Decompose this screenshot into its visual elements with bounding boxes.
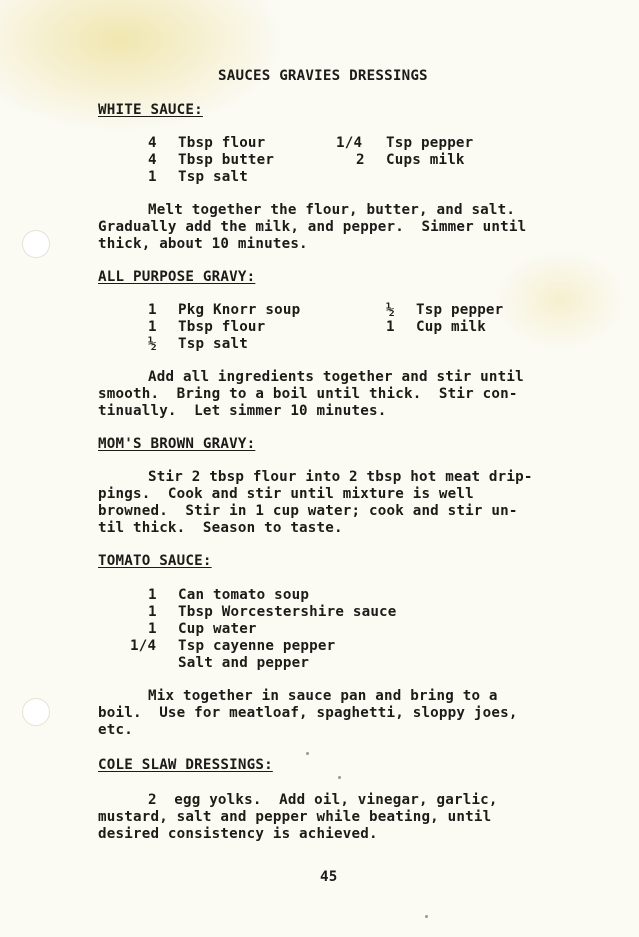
ingredient-item: Tbsp flour: [178, 135, 266, 151]
paper-speck: [306, 752, 309, 755]
ingredient-item: Tbsp flour: [178, 319, 266, 335]
tomato-sauce-heading: TOMATO SAUCE:: [98, 553, 212, 569]
direction-line: mustard, salt and pepper while beating, until: [98, 809, 492, 825]
direction-line: Mix together in sauce pan and bring to a: [148, 688, 498, 704]
ingredient-qty: 1: [386, 319, 395, 335]
ingredient-qty: 4: [148, 152, 157, 168]
ingredient-qty: 1: [148, 621, 157, 637]
ingredient-item: Tsp pepper: [416, 302, 504, 318]
page-title: SAUCES GRAVIES DRESSINGS: [218, 68, 428, 84]
ingredient-item: Tbsp butter: [178, 152, 275, 168]
direction-line: til thick. Season to taste.: [98, 520, 343, 536]
ingredient-item: Tbsp Worcestershire sauce: [178, 604, 397, 620]
direction-line: Stir 2 tbsp flour into 2 tbsp hot meat drip-: [148, 469, 533, 485]
ingredient-item: Cup water: [178, 621, 257, 637]
direction-line: browned. Stir in 1 cup water; cook and stir un-: [98, 503, 518, 519]
paper-speck: [425, 915, 428, 918]
ingredient-qty: 1: [148, 302, 157, 318]
all-purpose-gravy-heading: ALL PURPOSE GRAVY:: [98, 269, 256, 285]
direction-line: boil. Use for meatloaf, spaghetti, sloppy joes,: [98, 705, 518, 721]
ingredient-item: Pkg Knorr soup: [178, 302, 301, 318]
paper-speck: [338, 776, 341, 779]
direction-line: Melt together the flour, butter, and salt.: [148, 202, 516, 218]
ingredient-qty: 2: [356, 152, 365, 168]
ingredient-qty: 1: [148, 587, 157, 603]
ingredient-qty: 1: [148, 169, 157, 185]
direction-line: Add all ingredients together and stir until: [148, 369, 524, 385]
ingredient-item: Cup milk: [416, 319, 486, 335]
direction-line: desired consistency is achieved.: [98, 826, 378, 842]
moms-brown-gravy-heading: MOM'S BROWN GRAVY:: [98, 436, 256, 452]
direction-line: tinually. Let simmer 10 minutes.: [98, 403, 387, 419]
direction-line: smooth. Bring to a boil until thick. Stir con-: [98, 386, 518, 402]
ingredient-qty: 1: [148, 604, 157, 620]
ingredient-item: Can tomato soup: [178, 587, 310, 603]
ingredient-qty: 1/4: [336, 135, 363, 151]
ingredient-item: Cups milk: [386, 152, 465, 168]
white-sauce-heading: WHITE SAUCE:: [98, 102, 203, 118]
ingredient-item: Tsp cayenne pepper: [178, 638, 336, 654]
ingredient-qty: 1: [148, 319, 157, 335]
ingredient-item: Tsp salt: [178, 336, 248, 352]
ingredient-qty: 4: [148, 135, 157, 151]
ingredient-item: Salt and pepper: [178, 655, 310, 671]
direction-line: Gradually add the milk, and pepper. Simmer until: [98, 219, 527, 235]
ingredient-qty: ½: [148, 336, 157, 352]
ingredient-item: Tsp pepper: [386, 135, 474, 151]
direction-line: pings. Cook and stir until mixture is well: [98, 486, 474, 502]
direction-line: etc.: [98, 722, 133, 738]
cole-slaw-heading: COLE SLAW DRESSINGS:: [98, 757, 273, 773]
direction-line: 2 egg yolks. Add oil, vinegar, garlic,: [148, 792, 498, 808]
page-number: 45: [320, 869, 338, 885]
ingredient-item: Tsp salt: [178, 169, 248, 185]
ingredient-qty: ½: [386, 302, 395, 318]
ingredient-qty: 1/4: [130, 638, 157, 654]
direction-line: thick, about 10 minutes.: [98, 236, 308, 252]
binder-hole-top: [22, 230, 50, 258]
binder-hole-bottom: [22, 698, 50, 726]
